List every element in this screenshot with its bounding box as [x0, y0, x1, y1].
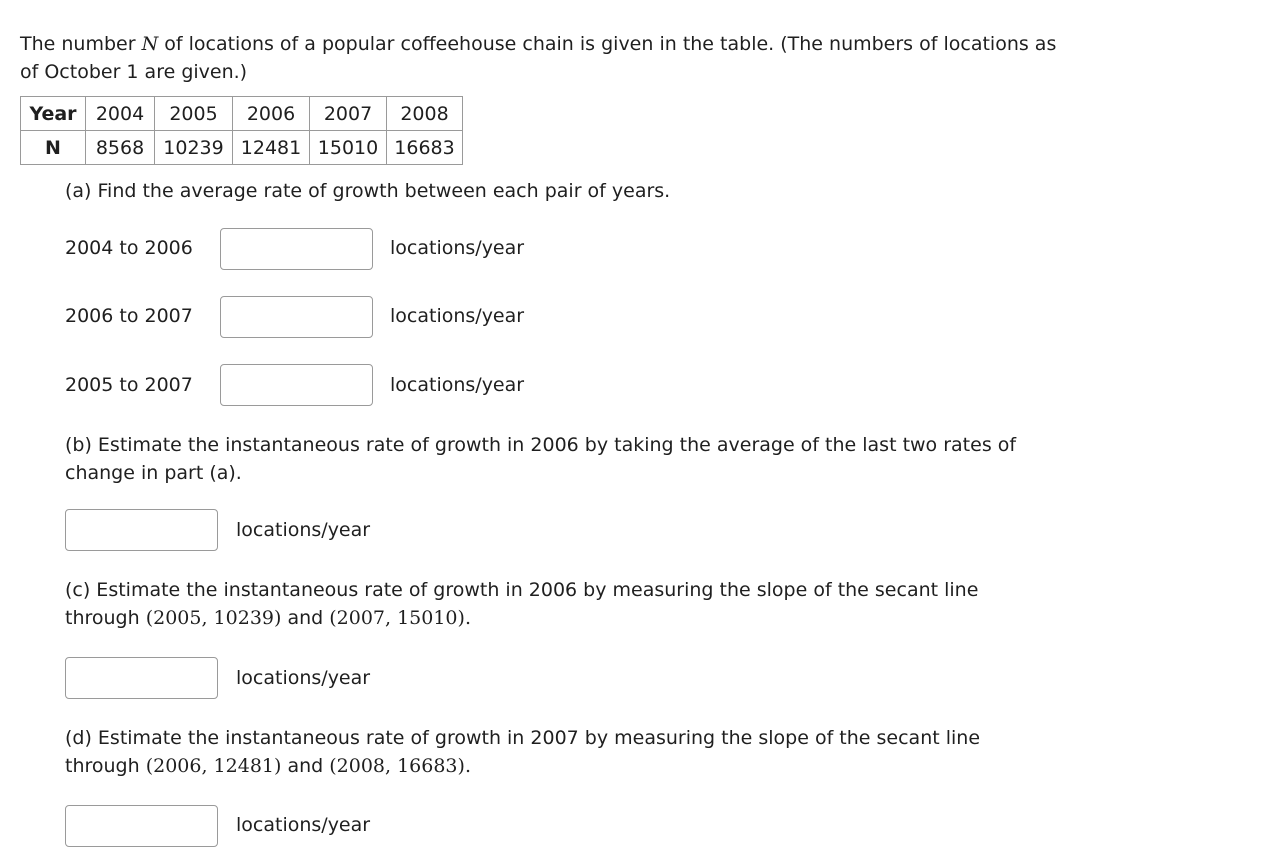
intro-text-after: of locations of a popular coffeehouse chain is given in the table. (The numbers of locations as of October 1 are given.)	[20, 33, 1057, 83]
table-cell-year: 2005	[155, 97, 233, 131]
part-c-joiner: and	[281, 607, 330, 629]
table-cell-year: 2004	[86, 97, 155, 131]
table-header-year: Year	[21, 97, 86, 131]
part-a-row1-unit: locations/year	[390, 237, 525, 259]
part-d-text: (d) Estimate the instantaneous rate of growth in 2007 by measuring the slope of the secant line through	[65, 727, 981, 777]
part-a-answer-2004-2006[interactable]	[220, 228, 373, 270]
table-cell-value: 12481	[233, 131, 310, 165]
variable-n: N	[141, 33, 159, 55]
part-a-answer-2006-2007[interactable]	[220, 296, 373, 338]
part-c-prompt	[65, 576, 1045, 632]
part-a-row3-label: 2005 to 2007	[65, 374, 193, 396]
part-d-point-1: (2006, 12481)	[145, 755, 282, 777]
part-d-point-2: (2008, 16683)	[329, 755, 465, 777]
table-cell-value: 15010	[310, 131, 387, 165]
part-a-row1-label: 2004 to 2006	[65, 237, 193, 259]
table-cell-year: 2006	[233, 97, 310, 131]
problem-statement	[20, 30, 1080, 86]
part-a-row3-unit: locations/year	[390, 374, 525, 396]
part-d-period: .	[464, 755, 471, 777]
part-c-point-1: (2005, 10239)	[145, 607, 282, 629]
table-row-n	[21, 131, 463, 165]
table-row-year	[21, 97, 463, 131]
locations-table	[20, 96, 463, 165]
part-d-answer[interactable]	[65, 805, 218, 847]
table-cell-year: 2007	[310, 97, 387, 131]
part-b-prompt: (b) Estimate the instantaneous rate of growth in 2006 by taking the average of the last two rates of change in part (a).	[65, 434, 1017, 484]
part-d-prompt	[65, 724, 1045, 780]
table-cell-value: 8568	[86, 131, 155, 165]
part-a-answer-2005-2007[interactable]	[220, 364, 373, 406]
part-b-answer[interactable]	[65, 509, 218, 551]
table-header-n: N	[21, 131, 86, 165]
part-c-unit: locations/year	[236, 667, 371, 689]
part-c-point-2: (2007, 15010)	[329, 607, 465, 629]
part-d-unit: locations/year	[236, 814, 371, 836]
part-c-answer[interactable]	[65, 657, 218, 699]
intro-text-before: The number	[20, 33, 142, 55]
table-cell-value: 10239	[155, 131, 233, 165]
part-b-unit: locations/year	[236, 519, 371, 541]
part-d-joiner: and	[281, 755, 330, 777]
part-c-period: .	[464, 607, 471, 629]
part-a-prompt: (a) Find the average rate of growth between each pair of years.	[65, 180, 671, 202]
part-c-text: (c) Estimate the instantaneous rate of growth in 2006 by measuring the slope of the secant line through	[65, 579, 979, 629]
part-a-row2-unit: locations/year	[390, 305, 525, 327]
table-cell-year: 2008	[387, 97, 463, 131]
table-cell-value: 16683	[387, 131, 463, 165]
part-a-row2-label: 2006 to 2007	[65, 305, 193, 327]
